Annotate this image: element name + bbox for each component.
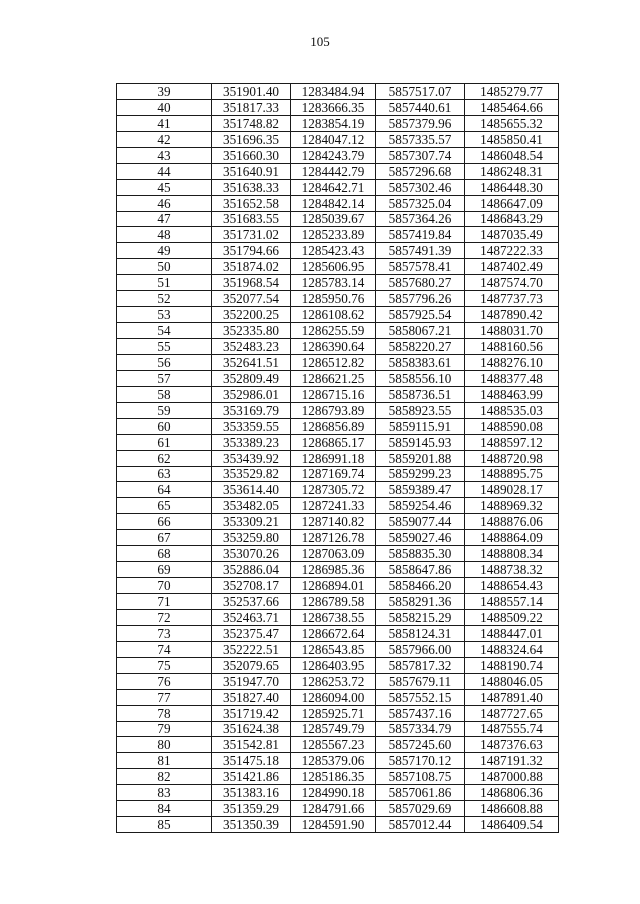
- point-number-cell: 75: [117, 657, 212, 673]
- table-row: [117, 115, 559, 131]
- point-number-cell: 50: [117, 259, 212, 275]
- x2-coordinate-cell: 5857796.26: [376, 291, 465, 307]
- x2-coordinate-cell: 5858736.51: [376, 386, 465, 402]
- y1-coordinate-cell: 1286094.00: [291, 689, 376, 705]
- point-number-cell: 84: [117, 801, 212, 817]
- point-number-cell: 41: [117, 115, 212, 131]
- x1-coordinate-cell: 351624.38: [212, 721, 291, 737]
- x2-coordinate-cell: 5857437.16: [376, 705, 465, 721]
- x2-coordinate-cell: 5858923.55: [376, 402, 465, 418]
- table-row: [117, 609, 559, 625]
- x2-coordinate-cell: 5859115.91: [376, 418, 465, 434]
- table-row: [117, 84, 559, 100]
- point-number-cell: 59: [117, 402, 212, 418]
- point-number-cell: 43: [117, 147, 212, 163]
- table-row: [117, 498, 559, 514]
- table-row: [117, 801, 559, 817]
- point-number-cell: 65: [117, 498, 212, 514]
- x1-coordinate-cell: 351794.66: [212, 243, 291, 259]
- y1-coordinate-cell: 1284442.79: [291, 163, 376, 179]
- y1-coordinate-cell: 1286403.95: [291, 657, 376, 673]
- x1-coordinate-cell: 352641.51: [212, 354, 291, 370]
- y2-coordinate-cell: 1488969.32: [465, 498, 559, 514]
- table-row: [117, 466, 559, 482]
- table-row: [117, 259, 559, 275]
- x2-coordinate-cell: 5858466.20: [376, 578, 465, 594]
- x2-coordinate-cell: 5857925.54: [376, 307, 465, 323]
- y2-coordinate-cell: 1486448.30: [465, 179, 559, 195]
- y1-coordinate-cell: 1286865.17: [291, 434, 376, 450]
- x1-coordinate-cell: 351817.33: [212, 99, 291, 115]
- y2-coordinate-cell: 1489028.17: [465, 482, 559, 498]
- x1-coordinate-cell: 353614.40: [212, 482, 291, 498]
- y1-coordinate-cell: 1286991.18: [291, 450, 376, 466]
- table-row: [117, 179, 559, 195]
- point-number-cell: 48: [117, 227, 212, 243]
- table-row: [117, 163, 559, 179]
- x1-coordinate-cell: 351947.70: [212, 673, 291, 689]
- y2-coordinate-cell: 1488738.32: [465, 562, 559, 578]
- y1-coordinate-cell: 1286894.01: [291, 578, 376, 594]
- table-row: [117, 386, 559, 402]
- x2-coordinate-cell: 5857552.15: [376, 689, 465, 705]
- x2-coordinate-cell: 5859077.44: [376, 514, 465, 530]
- y1-coordinate-cell: 1285606.95: [291, 259, 376, 275]
- table-row: [117, 131, 559, 147]
- y1-coordinate-cell: 1285379.06: [291, 753, 376, 769]
- y1-coordinate-cell: 1287140.82: [291, 514, 376, 530]
- y1-coordinate-cell: 1286543.85: [291, 641, 376, 657]
- y2-coordinate-cell: 1488808.34: [465, 546, 559, 562]
- table-row: [117, 817, 559, 833]
- table-row: [117, 227, 559, 243]
- x1-coordinate-cell: 352463.71: [212, 609, 291, 625]
- y2-coordinate-cell: 1487402.49: [465, 259, 559, 275]
- x1-coordinate-cell: 351475.18: [212, 753, 291, 769]
- point-number-cell: 81: [117, 753, 212, 769]
- x2-coordinate-cell: 5857334.79: [376, 721, 465, 737]
- table-row: [117, 147, 559, 163]
- table-row: [117, 307, 559, 323]
- x1-coordinate-cell: 351421.86: [212, 769, 291, 785]
- y1-coordinate-cell: 1286621.25: [291, 370, 376, 386]
- table-row: [117, 737, 559, 753]
- y2-coordinate-cell: 1488447.01: [465, 625, 559, 641]
- x2-coordinate-cell: 5858215.29: [376, 609, 465, 625]
- x2-coordinate-cell: 5857245.60: [376, 737, 465, 753]
- point-number-cell: 78: [117, 705, 212, 721]
- y2-coordinate-cell: 1488597.12: [465, 434, 559, 450]
- point-number-cell: 54: [117, 323, 212, 339]
- y2-coordinate-cell: 1488535.03: [465, 402, 559, 418]
- x2-coordinate-cell: 5857307.74: [376, 147, 465, 163]
- table-row: [117, 769, 559, 785]
- point-number-cell: 83: [117, 785, 212, 801]
- y1-coordinate-cell: 1286789.58: [291, 594, 376, 610]
- x1-coordinate-cell: 351542.81: [212, 737, 291, 753]
- table-row: [117, 339, 559, 355]
- table-row: [117, 434, 559, 450]
- y2-coordinate-cell: 1486409.54: [465, 817, 559, 833]
- y2-coordinate-cell: 1488324.64: [465, 641, 559, 657]
- x2-coordinate-cell: 5857491.39: [376, 243, 465, 259]
- table-row: [117, 625, 559, 641]
- coordinate-table: [116, 83, 559, 833]
- point-number-cell: 40: [117, 99, 212, 115]
- point-number-cell: 62: [117, 450, 212, 466]
- y2-coordinate-cell: 1486248.31: [465, 163, 559, 179]
- table-row: [117, 482, 559, 498]
- point-number-cell: 70: [117, 578, 212, 594]
- y1-coordinate-cell: 1286390.64: [291, 339, 376, 355]
- y2-coordinate-cell: 1488046.05: [465, 673, 559, 689]
- x2-coordinate-cell: 5857302.46: [376, 179, 465, 195]
- y2-coordinate-cell: 1486806.36: [465, 785, 559, 801]
- coordinate-table-body: [117, 84, 559, 833]
- y2-coordinate-cell: 1487222.33: [465, 243, 559, 259]
- x2-coordinate-cell: 5857966.00: [376, 641, 465, 657]
- x2-coordinate-cell: 5857817.32: [376, 657, 465, 673]
- y1-coordinate-cell: 1285039.67: [291, 211, 376, 227]
- table-row: [117, 291, 559, 307]
- y2-coordinate-cell: 1487737.73: [465, 291, 559, 307]
- y2-coordinate-cell: 1485464.66: [465, 99, 559, 115]
- table-row: [117, 641, 559, 657]
- point-number-cell: 44: [117, 163, 212, 179]
- x1-coordinate-cell: 351640.91: [212, 163, 291, 179]
- table-row: [117, 99, 559, 115]
- x1-coordinate-cell: 353169.79: [212, 402, 291, 418]
- point-number-cell: 74: [117, 641, 212, 657]
- y2-coordinate-cell: 1488509.22: [465, 609, 559, 625]
- y1-coordinate-cell: 1285950.76: [291, 291, 376, 307]
- y1-coordinate-cell: 1286985.36: [291, 562, 376, 578]
- point-number-cell: 57: [117, 370, 212, 386]
- y2-coordinate-cell: 1488031.70: [465, 323, 559, 339]
- y1-coordinate-cell: 1284591.90: [291, 817, 376, 833]
- y1-coordinate-cell: 1287126.78: [291, 530, 376, 546]
- x1-coordinate-cell: 351748.82: [212, 115, 291, 131]
- y2-coordinate-cell: 1486048.54: [465, 147, 559, 163]
- x2-coordinate-cell: 5858647.86: [376, 562, 465, 578]
- x2-coordinate-cell: 5857170.12: [376, 753, 465, 769]
- x1-coordinate-cell: 352200.25: [212, 307, 291, 323]
- x1-coordinate-cell: 352077.54: [212, 291, 291, 307]
- y1-coordinate-cell: 1286108.62: [291, 307, 376, 323]
- y2-coordinate-cell: 1488864.09: [465, 530, 559, 546]
- x1-coordinate-cell: 353259.80: [212, 530, 291, 546]
- x2-coordinate-cell: 5858291.36: [376, 594, 465, 610]
- x1-coordinate-cell: 352708.17: [212, 578, 291, 594]
- page-number: 105: [310, 34, 330, 49]
- y2-coordinate-cell: 1488720.98: [465, 450, 559, 466]
- y2-coordinate-cell: 1487555.74: [465, 721, 559, 737]
- x2-coordinate-cell: 5857679.11: [376, 673, 465, 689]
- y1-coordinate-cell: 1287063.09: [291, 546, 376, 562]
- x1-coordinate-cell: 351901.40: [212, 84, 291, 100]
- point-number-cell: 64: [117, 482, 212, 498]
- x2-coordinate-cell: 5857680.27: [376, 275, 465, 291]
- y2-coordinate-cell: 1488463.99: [465, 386, 559, 402]
- x1-coordinate-cell: 351652.58: [212, 195, 291, 211]
- x2-coordinate-cell: 5859389.47: [376, 482, 465, 498]
- y2-coordinate-cell: 1485655.32: [465, 115, 559, 131]
- y1-coordinate-cell: 1284642.71: [291, 179, 376, 195]
- x2-coordinate-cell: 5857517.07: [376, 84, 465, 100]
- table-row: [117, 323, 559, 339]
- y1-coordinate-cell: 1283666.35: [291, 99, 376, 115]
- x1-coordinate-cell: 351827.40: [212, 689, 291, 705]
- x2-coordinate-cell: 5858220.27: [376, 339, 465, 355]
- table-row: [117, 514, 559, 530]
- x2-coordinate-cell: 5857364.26: [376, 211, 465, 227]
- table-row: [117, 578, 559, 594]
- x1-coordinate-cell: 352537.66: [212, 594, 291, 610]
- y2-coordinate-cell: 1488160.56: [465, 339, 559, 355]
- x1-coordinate-cell: 351383.16: [212, 785, 291, 801]
- x1-coordinate-cell: 353070.26: [212, 546, 291, 562]
- x2-coordinate-cell: 5857108.75: [376, 769, 465, 785]
- x1-coordinate-cell: 352886.04: [212, 562, 291, 578]
- y1-coordinate-cell: 1286672.64: [291, 625, 376, 641]
- x1-coordinate-cell: 353359.55: [212, 418, 291, 434]
- x2-coordinate-cell: 5858124.31: [376, 625, 465, 641]
- x1-coordinate-cell: 351359.29: [212, 801, 291, 817]
- y1-coordinate-cell: 1286856.89: [291, 418, 376, 434]
- table-row: [117, 370, 559, 386]
- y2-coordinate-cell: 1486843.29: [465, 211, 559, 227]
- y2-coordinate-cell: 1486647.09: [465, 195, 559, 211]
- x1-coordinate-cell: 351696.35: [212, 131, 291, 147]
- y1-coordinate-cell: 1285233.89: [291, 227, 376, 243]
- y2-coordinate-cell: 1488876.06: [465, 514, 559, 530]
- y2-coordinate-cell: 1488377.48: [465, 370, 559, 386]
- point-number-cell: 73: [117, 625, 212, 641]
- y2-coordinate-cell: 1488276.10: [465, 354, 559, 370]
- y1-coordinate-cell: 1285567.23: [291, 737, 376, 753]
- table-row: [117, 402, 559, 418]
- point-number-cell: 58: [117, 386, 212, 402]
- point-number-cell: 77: [117, 689, 212, 705]
- x1-coordinate-cell: 352079.65: [212, 657, 291, 673]
- y1-coordinate-cell: 1285749.79: [291, 721, 376, 737]
- y1-coordinate-cell: 1287241.33: [291, 498, 376, 514]
- x1-coordinate-cell: 353439.92: [212, 450, 291, 466]
- point-number-cell: 79: [117, 721, 212, 737]
- point-number-cell: 80: [117, 737, 212, 753]
- y1-coordinate-cell: 1286715.16: [291, 386, 376, 402]
- y2-coordinate-cell: 1488654.43: [465, 578, 559, 594]
- x2-coordinate-cell: 5857012.44: [376, 817, 465, 833]
- point-number-cell: 56: [117, 354, 212, 370]
- x1-coordinate-cell: 351638.33: [212, 179, 291, 195]
- table-row: [117, 673, 559, 689]
- point-number-cell: 51: [117, 275, 212, 291]
- point-number-cell: 52: [117, 291, 212, 307]
- x1-coordinate-cell: 353389.23: [212, 434, 291, 450]
- table-row: [117, 243, 559, 259]
- y2-coordinate-cell: 1487890.42: [465, 307, 559, 323]
- table-row: [117, 450, 559, 466]
- x1-coordinate-cell: 353529.82: [212, 466, 291, 482]
- x1-coordinate-cell: 351683.55: [212, 211, 291, 227]
- point-number-cell: 72: [117, 609, 212, 625]
- x1-coordinate-cell: 351660.30: [212, 147, 291, 163]
- x1-coordinate-cell: 352335.80: [212, 323, 291, 339]
- y2-coordinate-cell: 1485850.41: [465, 131, 559, 147]
- x1-coordinate-cell: 351719.42: [212, 705, 291, 721]
- x2-coordinate-cell: 5859254.46: [376, 498, 465, 514]
- table-row: [117, 721, 559, 737]
- x2-coordinate-cell: 5857379.96: [376, 115, 465, 131]
- y1-coordinate-cell: 1287305.72: [291, 482, 376, 498]
- table-row: [117, 657, 559, 673]
- point-number-cell: 82: [117, 769, 212, 785]
- y2-coordinate-cell: 1488590.08: [465, 418, 559, 434]
- y2-coordinate-cell: 1488557.14: [465, 594, 559, 610]
- y2-coordinate-cell: 1487191.32: [465, 753, 559, 769]
- table-row: [117, 594, 559, 610]
- y1-coordinate-cell: 1286253.72: [291, 673, 376, 689]
- x2-coordinate-cell: 5857296.68: [376, 163, 465, 179]
- x1-coordinate-cell: 351350.39: [212, 817, 291, 833]
- x2-coordinate-cell: 5857061.86: [376, 785, 465, 801]
- x1-coordinate-cell: 352483.23: [212, 339, 291, 355]
- table-row: [117, 562, 559, 578]
- table-row: [117, 705, 559, 721]
- x1-coordinate-cell: 352809.49: [212, 370, 291, 386]
- point-number-cell: 49: [117, 243, 212, 259]
- y1-coordinate-cell: 1287169.74: [291, 466, 376, 482]
- y1-coordinate-cell: 1284791.66: [291, 801, 376, 817]
- point-number-cell: 42: [117, 131, 212, 147]
- table-row: [117, 530, 559, 546]
- y2-coordinate-cell: 1487891.40: [465, 689, 559, 705]
- table-row: [117, 275, 559, 291]
- y2-coordinate-cell: 1488895.75: [465, 466, 559, 482]
- table-row: [117, 354, 559, 370]
- x2-coordinate-cell: 5859027.46: [376, 530, 465, 546]
- point-number-cell: 60: [117, 418, 212, 434]
- point-number-cell: 85: [117, 817, 212, 833]
- x2-coordinate-cell: 5858067.21: [376, 323, 465, 339]
- y2-coordinate-cell: 1487574.70: [465, 275, 559, 291]
- table-row: [117, 195, 559, 211]
- y1-coordinate-cell: 1283854.19: [291, 115, 376, 131]
- x2-coordinate-cell: 5857029.69: [376, 801, 465, 817]
- x2-coordinate-cell: 5857325.04: [376, 195, 465, 211]
- y2-coordinate-cell: 1485279.77: [465, 84, 559, 100]
- x2-coordinate-cell: 5857440.61: [376, 99, 465, 115]
- x1-coordinate-cell: 351731.02: [212, 227, 291, 243]
- point-number-cell: 45: [117, 179, 212, 195]
- table-row: [117, 546, 559, 562]
- x2-coordinate-cell: 5858556.10: [376, 370, 465, 386]
- y2-coordinate-cell: 1486608.88: [465, 801, 559, 817]
- point-number-cell: 68: [117, 546, 212, 562]
- y2-coordinate-cell: 1487035.49: [465, 227, 559, 243]
- y1-coordinate-cell: 1286738.55: [291, 609, 376, 625]
- point-number-cell: 46: [117, 195, 212, 211]
- y1-coordinate-cell: 1283484.94: [291, 84, 376, 100]
- x1-coordinate-cell: 352222.51: [212, 641, 291, 657]
- point-number-cell: 61: [117, 434, 212, 450]
- point-number-cell: 39: [117, 84, 212, 100]
- table-row: [117, 418, 559, 434]
- x1-coordinate-cell: 351968.54: [212, 275, 291, 291]
- x2-coordinate-cell: 5858383.61: [376, 354, 465, 370]
- y1-coordinate-cell: 1286793.89: [291, 402, 376, 418]
- x2-coordinate-cell: 5859201.88: [376, 450, 465, 466]
- y2-coordinate-cell: 1487000.88: [465, 769, 559, 785]
- x1-coordinate-cell: 353309.21: [212, 514, 291, 530]
- y1-coordinate-cell: 1284243.79: [291, 147, 376, 163]
- point-number-cell: 53: [117, 307, 212, 323]
- x2-coordinate-cell: 5858835.30: [376, 546, 465, 562]
- y2-coordinate-cell: 1488190.74: [465, 657, 559, 673]
- point-number-cell: 55: [117, 339, 212, 355]
- x2-coordinate-cell: 5859299.23: [376, 466, 465, 482]
- y1-coordinate-cell: 1286512.82: [291, 354, 376, 370]
- y1-coordinate-cell: 1285186.35: [291, 769, 376, 785]
- x1-coordinate-cell: 352375.47: [212, 625, 291, 641]
- point-number-cell: 63: [117, 466, 212, 482]
- x2-coordinate-cell: 5859145.93: [376, 434, 465, 450]
- x2-coordinate-cell: 5857578.41: [376, 259, 465, 275]
- x2-coordinate-cell: 5857335.57: [376, 131, 465, 147]
- y1-coordinate-cell: 1285423.43: [291, 243, 376, 259]
- table-row: [117, 785, 559, 801]
- y2-coordinate-cell: 1487376.63: [465, 737, 559, 753]
- y1-coordinate-cell: 1284990.18: [291, 785, 376, 801]
- y2-coordinate-cell: 1487727.65: [465, 705, 559, 721]
- point-number-cell: 67: [117, 530, 212, 546]
- x1-coordinate-cell: 351874.02: [212, 259, 291, 275]
- x2-coordinate-cell: 5857419.84: [376, 227, 465, 243]
- point-number-cell: 66: [117, 514, 212, 530]
- table-row: [117, 753, 559, 769]
- table-row: [117, 211, 559, 227]
- y1-coordinate-cell: 1284047.12: [291, 131, 376, 147]
- x1-coordinate-cell: 353482.05: [212, 498, 291, 514]
- y1-coordinate-cell: 1286255.59: [291, 323, 376, 339]
- point-number-cell: 69: [117, 562, 212, 578]
- y1-coordinate-cell: 1285925.71: [291, 705, 376, 721]
- table-row: [117, 689, 559, 705]
- x1-coordinate-cell: 352986.01: [212, 386, 291, 402]
- point-number-cell: 71: [117, 594, 212, 610]
- point-number-cell: 76: [117, 673, 212, 689]
- y1-coordinate-cell: 1285783.14: [291, 275, 376, 291]
- point-number-cell: 47: [117, 211, 212, 227]
- y1-coordinate-cell: 1284842.14: [291, 195, 376, 211]
